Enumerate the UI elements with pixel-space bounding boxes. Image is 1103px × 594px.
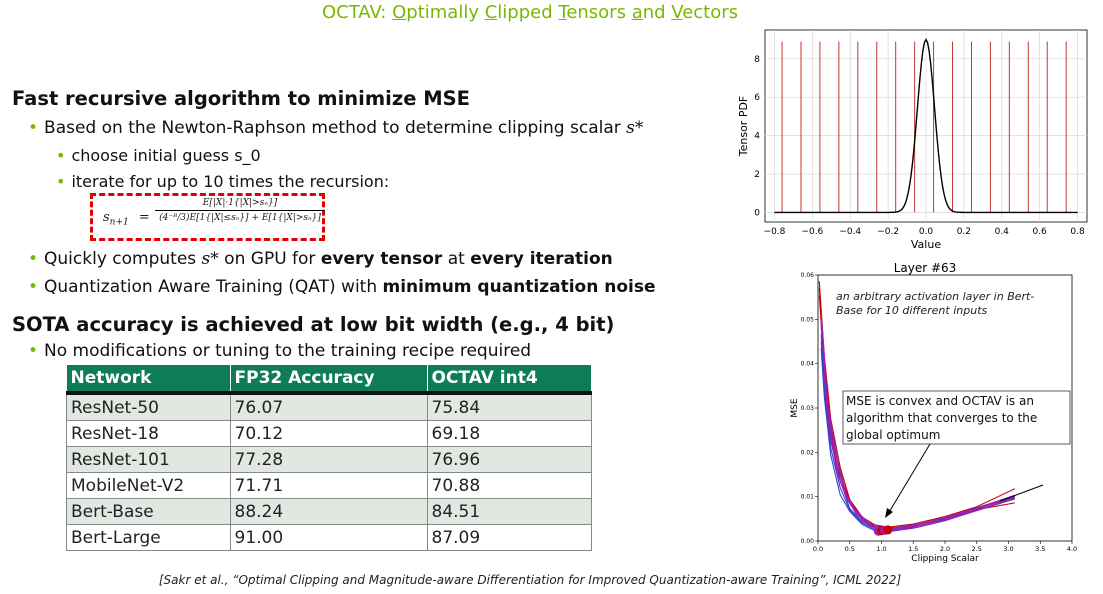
table-row [67, 421, 592, 447]
x-tick-label: 4.0 [1066, 545, 1078, 553]
y-tick-label: 0.04 [800, 360, 814, 368]
bullet-qat-bold: minimum quantization noise [382, 277, 656, 297]
y-axis-label: Tensor PDF [737, 95, 750, 157]
title-part-4: T [558, 2, 567, 23]
tensor-pdf-chart [735, 25, 1095, 253]
optimum-marker [883, 525, 892, 534]
title-part-1: ptimally [406, 2, 485, 23]
bullet-gpu [28, 249, 613, 269]
x-tick-label: 0.0 [918, 227, 934, 237]
table-header-row [67, 365, 592, 393]
bullet-qat [28, 277, 656, 297]
y-tick-label: 0.01 [800, 493, 814, 501]
y-tick-label: 8 [754, 54, 760, 65]
section-heading-fast: Fast recursive algorithm to minimize MSE [12, 87, 470, 110]
formula-lhs-symbol: s [103, 210, 110, 225]
bullet-gpu-bold2: every iteration [470, 249, 613, 269]
x-tick-label: 0.2 [956, 227, 972, 237]
table-row [67, 473, 592, 499]
bullet-dot: • [28, 341, 39, 361]
table-cell: 70.12 [230, 421, 427, 447]
y-axis-label: MSE [790, 398, 800, 418]
table-cell: 88.24 [230, 499, 427, 525]
bullet-newton-text: Based on the Newton-Raphson method to determine clipping scalar [44, 118, 627, 138]
bullet-initial-guess [56, 146, 261, 165]
symbol-s-star: s* [201, 249, 219, 269]
bullet-dot: • [28, 277, 39, 297]
table-cell: 77.28 [230, 447, 427, 473]
y-tick-label: 0.03 [800, 405, 814, 412]
y-tick-label: 4 [754, 131, 760, 142]
formula-denominator: (4⁻ᴮ/3)E[1{|X|≤sₙ}] + E[1{|X|>sₙ}] [159, 213, 321, 223]
bullet-no-mods-text: No modifications or tuning to the training recipe required [44, 341, 532, 361]
x-tick-label: −0.4 [839, 227, 862, 237]
x-tick-label: 3.0 [1003, 545, 1014, 553]
title-part-6: a [631, 2, 643, 23]
recursion-formula [90, 193, 325, 241]
formula-lhs-subscript: n+1 [109, 217, 129, 228]
x-tick-label: 3.5 [1035, 545, 1046, 553]
title-part-5: ensors [566, 2, 632, 23]
bullet-initial-guess-text: choose initial guess s_0 [71, 146, 261, 165]
annotation-input-description: an arbitrary activation layer in Bert- [836, 290, 1035, 303]
x-tick-label: −0.8 [763, 227, 786, 237]
slide-title [0, 2, 1060, 23]
title-part-3: lipped [497, 2, 559, 23]
x-tick-label: −0.2 [877, 227, 900, 237]
title-prefix: OCTAV: [321, 2, 393, 23]
y-tick-label: 0 [754, 208, 760, 219]
title-part-7: nd [642, 2, 672, 23]
formula-numerator: E[|X|·1{|X|>sₙ}] [155, 198, 325, 211]
title-part-0: O [392, 2, 407, 23]
y-tick-label: 0.02 [800, 449, 814, 457]
bullet-dot: • [28, 249, 39, 269]
table-cell: 69.18 [427, 421, 591, 447]
bullet-iterate-text: iterate for up to 10 times the recursion: [71, 172, 390, 191]
table-cell: 91.00 [230, 525, 427, 551]
title-part-9: ectors [682, 2, 739, 23]
bullet-dot: • [28, 118, 39, 138]
table-row [67, 499, 592, 525]
x-axis-label: Value [910, 238, 942, 251]
x-tick-label: 0.8 [1070, 227, 1085, 237]
bullet-gpu-mid2: at [442, 249, 471, 269]
symbol-s-star: s* [626, 118, 644, 138]
table-header-fp32: FP32 Accuracy [230, 365, 427, 393]
table-cell: 84.51 [427, 499, 591, 525]
formula-lhs [103, 210, 150, 228]
annotation-convex-text: global optimum [846, 428, 941, 442]
table-cell: ResNet-50 [67, 393, 231, 421]
y-tick-label: 2 [754, 170, 760, 180]
table-cell: Bert-Large [67, 525, 231, 551]
bullet-gpu-mid: on GPU for [218, 249, 321, 269]
y-tick-label: 0.00 [800, 538, 814, 545]
annotation-input-description: Base for 10 different inputs [836, 304, 988, 317]
table-cell: 76.07 [230, 393, 427, 421]
table-cell: 87.09 [427, 525, 591, 551]
x-tick-label: −0.6 [801, 227, 824, 237]
bullet-gpu-pre: Quickly computes [44, 249, 202, 269]
x-axis-label: Clipping Scalar [911, 554, 979, 563]
bullet-gpu-bold1: every tensor [320, 249, 443, 269]
table-row [67, 525, 592, 551]
section-heading-sota: SOTA accuracy is achieved at low bit width (e.g., 4 bit) [12, 313, 615, 336]
annotation-convex-text: MSE is convex and OCTAV is an [846, 394, 1034, 408]
table-cell: 70.88 [427, 473, 591, 499]
annotation-convex-text: algorithm that converges to the [846, 411, 1038, 425]
x-tick-label: 0.0 [812, 545, 824, 553]
bullet-newton [28, 118, 643, 138]
table-header-network: Network [67, 365, 231, 393]
x-tick-label: 1.5 [908, 545, 919, 553]
bullet-dot: • [56, 172, 66, 191]
y-tick-label: 0.06 [800, 272, 814, 279]
x-tick-label: 2.0 [939, 545, 951, 553]
results-table [66, 365, 592, 551]
table-row [67, 393, 592, 421]
table-cell: MobileNet-V2 [67, 473, 231, 499]
table-cell: 76.96 [427, 447, 591, 473]
mse-chart [775, 258, 1100, 563]
title-part-8: V [671, 2, 683, 23]
table-cell: ResNet-18 [67, 421, 231, 447]
bullet-no-mods [28, 341, 531, 361]
formula-equals: = [138, 210, 150, 225]
bullet-iterate [56, 172, 389, 191]
table-row [67, 447, 592, 473]
chart-title: Layer #63 [893, 261, 957, 275]
y-tick-label: 0.05 [800, 316, 814, 324]
y-tick-label: 6 [754, 93, 760, 104]
table-header-octav: OCTAV int4 [427, 365, 591, 393]
bullet-dot: • [56, 146, 66, 165]
bullet-qat-pre: Quantization Aware Training (QAT) with [44, 277, 383, 297]
citation: [Sakr et al., “Optimal Clipping and Magnitude-aware Differentiation for Improved Quantization-aware Training”, ICML 2022] [158, 573, 902, 587]
table-cell: ResNet-101 [67, 447, 231, 473]
x-tick-label: 2.5 [971, 545, 982, 553]
x-tick-label: 1.0 [876, 545, 887, 553]
x-tick-label: 0.4 [994, 227, 1009, 237]
x-tick-label: 0.5 [844, 545, 855, 553]
formula-fraction [155, 198, 325, 223]
table-cell: 75.84 [427, 393, 591, 421]
x-tick-label: 0.6 [1032, 227, 1047, 237]
title-part-2: C [484, 2, 498, 23]
table-cell: Bert-Base [67, 499, 231, 525]
table-cell: 71.71 [230, 473, 427, 499]
